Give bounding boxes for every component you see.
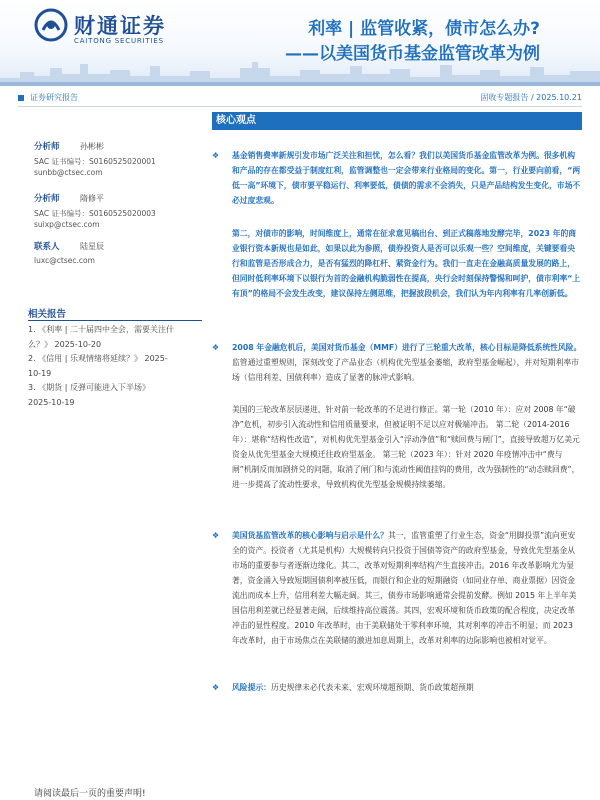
analyst-cert: SAC 证书编号：S0160525020001 <box>34 157 156 166</box>
diamond-bullet-icon: ❖ <box>212 151 220 160</box>
risk-warning-label: 风险提示： <box>232 683 271 692</box>
report-title: 利率 | 监管收紧，债市怎么办? <box>308 19 540 39</box>
contact-card <box>34 240 202 288</box>
brand-name-en: CAITONG SECURITIES <box>74 37 164 45</box>
key-point-paragraph: 美国的三轮改革层层递进，针对前一轮改革的不足进行修正。第一轮（2010 年）：应对 2008 年“破净”危机，初步引入流动性和信用质量要求，但被证明不足以应对极端冲击。 第二轮（2014-2016 年）：堪称“结构性改造”，对机构优先型基金引入“浮动净值”和“赎回费与闸门”，直接导致超万亿美元资金从优先型基金大规模迁往政府型基金。 第三轮（2023 年）：针对 2020 年疫情冲击中“费与闸”机制反而加剧挤兑的问题，取消了闸门和与流动性阈值挂钩的费用，改为强制性的“动态赎回费”，进一步提高了流动性要求，导致机构优先型基金规模持续萎缩。 <box>232 405 580 489</box>
key-point-lead: 美国货基监管改革的核心影响与启示是什么？ <box>232 531 388 540</box>
disclaimer-note[interactable]: 请阅读最后一页的重要声明! <box>34 789 146 799</box>
analyst-name: 孙彬彬 <box>80 142 104 151</box>
key-point-text: 其一，监管重塑了行业生态，资金“用脚投票”流向更安全的资产。投资者（尤其是机构）大规模转向只投资于国债等资产的政府型基金，导致优先型基金从市场的重要参与者逐渐边缘化。其二，改革对短期利率结构产生直接冲击。2016 年改革影响尤为显著，资金涌入导致短期国债利率被压低，而银行和企业的短期融资（如同业存单、商业票据）因资金流出而成本上升，信用利差大幅走阔。其三，债券市场影响通常会提前发酵。例如 2015 年上半年美国信用利差就已经显著走阔，后续维持高位震荡。其四，宏观环境和货币政策的配合程度，决定改革冲击的显性程度。2010 年改革时，由于美联储处于零利率环境，其对利率的冲击不明显；而 2023 年改革时，由于市场焦点在美联储的激进加息周期上，改革对利率的边际影响也被相对觉平。 <box>232 531 577 645</box>
report-type: 证券研究报告 <box>30 93 78 102</box>
diamond-bullet-icon: ❖ <box>212 343 220 352</box>
key-point-lead: 2008 年金融危机后，美国对货币基金（MMF）进行了三轮重大改革，核心目标是降低系统性风险。 <box>232 343 582 352</box>
core-views-heading: 核心观点 <box>212 112 582 130</box>
brand-logo <box>34 8 184 48</box>
city-skyline-icon <box>0 56 600 86</box>
contact-role: 联系人 <box>34 242 60 252</box>
report-meta-bar <box>18 92 582 107</box>
report-header <box>0 0 600 86</box>
key-point-text: 监管通过重塑规则，深刻改变了产品业态（机构优先型基金萎缩，政府型基金崛起），并对短期利率市场（信用利差、国债利率）造成了显著的脉冲式影响。 <box>232 358 579 382</box>
brand-name-cn: 财通证券 <box>74 14 166 38</box>
analyst-email[interactable]: sunbb@ctsec.com <box>34 168 103 177</box>
analyst-name: 隋修平 <box>80 194 104 203</box>
analyst-card <box>34 140 202 188</box>
key-point-paragraph: 第二，对债市的影响，时间维度上，通常在征求意见稿出台、到正式稿落地发酵完毕，2023 年的商业银行资本新规也是如此，如果以此为参照，债券投资人是否可以乐观一些？空间维度，关键要看央行和监管是否形成合力，是否有猛烈的降杠杆、紧资金行为。我们一直走在金融高质量发展的路上，但同时低利率环境下以银行为首的金融机构脆弱性在提高，央行会时刻保持警惕和呵护，债市利率“上有顶”的格局不会发生改变，建议保持左侧思维，把握波段机会，我们认为年内利率有几率创新低。 <box>232 229 581 298</box>
related-report-item[interactable]: 1. 《利率 | 二十届四中全会，需要关注什 <box>28 325 174 334</box>
report-subtitle: ——以美国货币基金监管改革为例 <box>285 44 540 64</box>
related-report-item[interactable]: 2. 《信用 | 乐观情绪将延续？》 2025- <box>28 354 168 363</box>
diamond-bullet-icon: ❖ <box>212 683 220 692</box>
contact-email[interactable]: luxc@ctsec.com <box>34 256 95 265</box>
analyst-role: 分析师 <box>34 142 60 152</box>
risk-warning-text: 历史规律未必代表未来、宏观环境超预期、货币政策超预期 <box>270 683 474 692</box>
analyst-role: 分析师 <box>34 194 60 204</box>
report-category-date: 固收专题报告 / 2025.10.21 <box>480 93 582 102</box>
diamond-bullet-icon: ❖ <box>212 531 220 540</box>
key-point-text: 基金销售费率新规引发市场广泛关注和担忧，怎么看？我们以美国货币基金监管改革为例。很多机构和产品的存在都受益于制度红利，监管调整也一定会带来行业格局的变化。第一，行业要向前看，“两低一高”环境下，债市要平稳运行、利率要低，债债的需求不会消失，只是产品结构发生变化，市场不必过度悲观。 <box>232 151 581 205</box>
related-reports-list <box>28 323 204 410</box>
logo-mark-icon <box>34 8 68 42</box>
related-reports-title: 相关报告 <box>28 309 67 320</box>
analyst-card <box>34 192 202 240</box>
related-report-item[interactable]: 10-19 <box>28 368 52 378</box>
analyst-sidebar <box>34 140 202 288</box>
analyst-cert: SAC 证书编号：S0160525020003 <box>34 209 156 218</box>
analyst-email[interactable]: suixp@ctsec.com <box>34 220 100 229</box>
contact-name: 陆星辰 <box>80 242 104 251</box>
related-report-item[interactable]: 3. 《期货 | 反弹可能进入下半场》 <box>28 383 150 392</box>
square-bullet-icon <box>18 95 24 101</box>
divider <box>28 320 202 321</box>
related-report-item[interactable]: 2025-10-19 <box>28 397 75 407</box>
related-report-item[interactable]: 么？》 2025-10-20 <box>28 339 102 349</box>
